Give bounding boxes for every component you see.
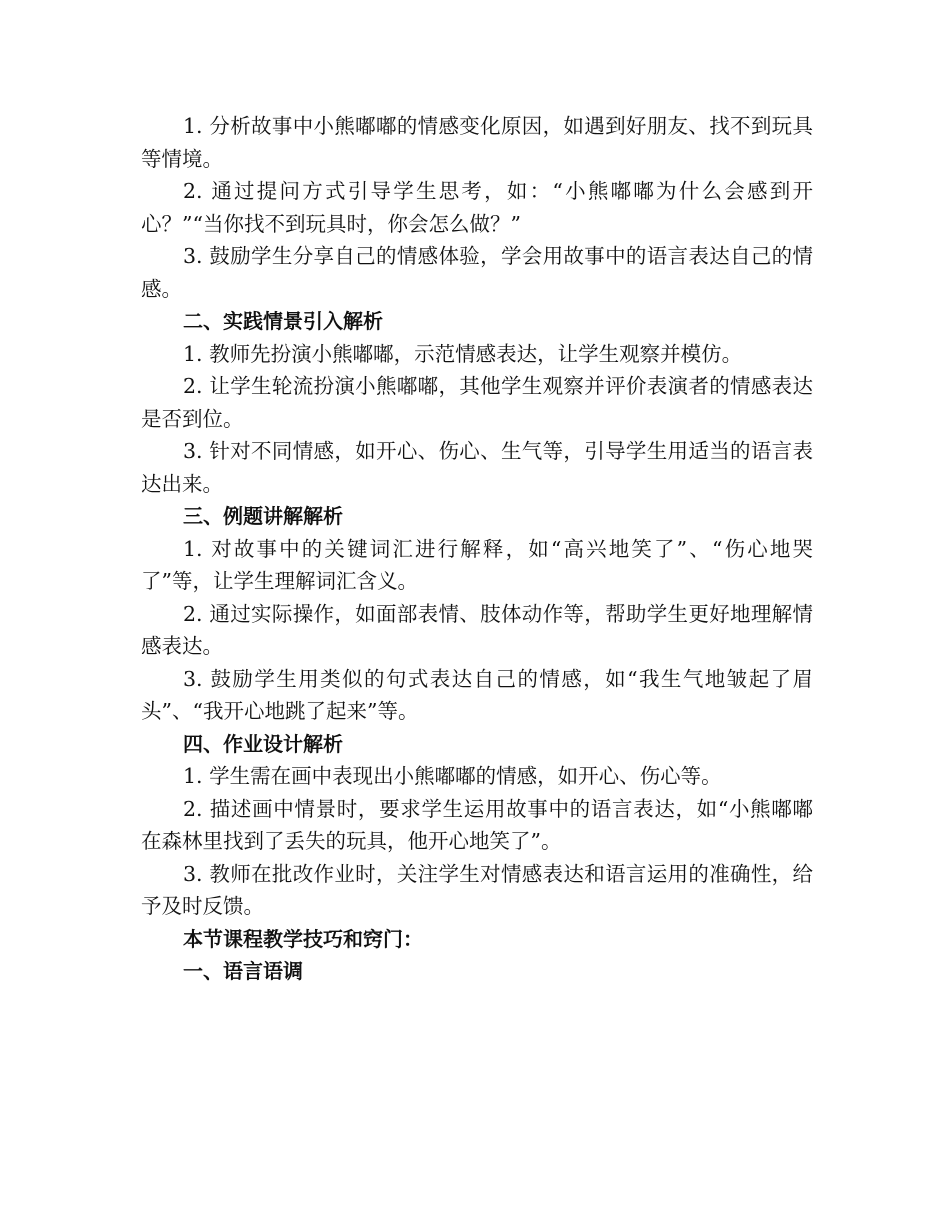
section-heading-tone: 一、语言语调	[183, 959, 303, 983]
section-heading-homework: 四、作业设计解析	[183, 731, 343, 756]
section-heading-examples: 三、例题讲解解析	[183, 504, 343, 528]
paragraph: 1. 分析故事中小熊嘟嘟的情感变化原因，如遇到好朋友、找不到玩具等情境。	[141, 114, 813, 171]
paragraph: 3. 鼓励学生分享自己的情感体验，学会用故事中的语言表达自己的情感。	[141, 244, 813, 301]
paragraph: 2. 通过提问方式引导学生思考，如：“小熊嘟嘟为什么会感到开心？”“当你找不到玩具时，你会怎么做？”	[141, 179, 813, 236]
section-heading-practice: 二、实践情景引入解析	[183, 309, 383, 333]
paragraph: 2. 描述画中情景时，要求学生运用故事中的语言表达，如“小熊嘟嘟在森林里找到了丢失的玩具，他开心地笑了”。	[141, 796, 813, 853]
paragraph: 1. 教师先扮演小熊嘟嘟，示范情感表达，让学生观察并模仿。	[183, 341, 743, 366]
paragraph: 3. 鼓励学生用类似的句式表达自己的情感，如“我生气地皱起了眉头”、“我开心地跳了起来”等。	[141, 666, 813, 723]
paragraph: 1. 对故事中的关键词汇进行解释，如“高兴地笑了”、“伤心地哭了”等，让学生理解词汇含义。	[141, 536, 813, 593]
paragraph: 2. 通过实际操作，如面部表情、肢体动作等，帮助学生更好地理解情感表达。	[141, 601, 813, 658]
document-body	[141, 110, 813, 988]
paragraph: 3. 教师在批改作业时，关注学生对情感表达和语言运用的准确性，给予及时反馈。	[141, 861, 813, 918]
tips-heading: 本节课程教学技巧和窍门：	[183, 926, 423, 951]
paragraph: 2. 让学生轮流扮演小熊嘟嘟，其他学生观察并评价表演者的情感表达是否到位。	[141, 374, 813, 431]
paragraph: 3. 针对不同情感，如开心、伤心、生气等，引导学生用适当的语言表达出来。	[141, 439, 813, 496]
paragraph: 1. 学生需在画中表现出小熊嘟嘟的情感，如开心、伤心等。	[183, 764, 722, 788]
